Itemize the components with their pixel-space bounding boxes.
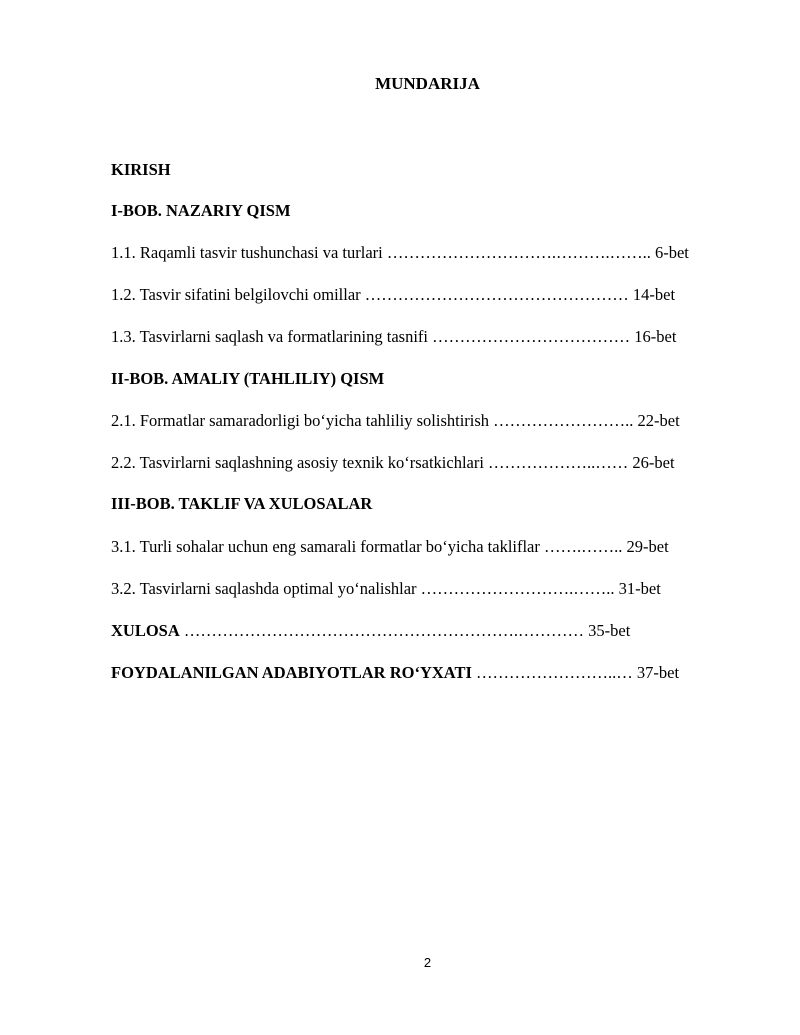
toc-entry-2-2: 2.2. Tasvirlarni saqlashning asosiy texnik ko‘rsatkichlari ………………..…… 26-bet: [111, 453, 675, 472]
toc-entry-1-1: 1.1. Raqamli tasvir tushunchasi va turlari ………………………….……….…….. 6-bet: [111, 243, 689, 262]
page-title: MUNDARIJA: [375, 74, 480, 93]
toc-chapter-2: II-BOB. AMALIY (TAHLILIY) QISM: [111, 369, 385, 388]
toc-entry-xulosa: [111, 621, 630, 641]
toc-entry-3-1: 3.1. Turli sohalar uchun eng samarali formatlar bo‘yicha takliflar …….…….. 29-bet: [111, 537, 669, 556]
toc-entry-1-3: 1.3. Tasvirlarni saqlash va formatlarining tasnifi ……………………………… 16-bet: [111, 327, 677, 346]
toc-entry-3-2: 3.2. Tasvirlarni saqlashda optimal yo‘nalishlar ……………………….…….. 31-bet: [111, 579, 661, 598]
toc-entry-2-1: 2.1. Formatlar samaradorligi bo‘yicha tahliliy solishtirish …………………….. 22-bet: [111, 411, 680, 430]
toc-entry-dots-page: …………………………………………………….………… 35-bet: [179, 621, 631, 640]
toc-entry-label: XULOSA: [111, 621, 180, 640]
page-number: 2: [423, 955, 432, 970]
toc-entry-references: [111, 663, 679, 683]
toc-entry-dots-page: ……………………..… 37-bet: [471, 663, 680, 682]
toc-entry-1-2: 1.2. Tasvir sifatini belgilovchi omillar ………………………………………… 14-bet: [111, 285, 676, 304]
toc-entry-kirish: KIRISH: [111, 160, 171, 179]
toc-chapter-1: I-BOB. NAZARIY QISM: [111, 201, 291, 220]
toc-chapter-3: III-BOB. TAKLIF VA XULOSALAR: [111, 494, 373, 513]
toc-entry-label: FOYDALANILGAN ADABIYOTLAR RO‘YXATI: [111, 663, 472, 682]
